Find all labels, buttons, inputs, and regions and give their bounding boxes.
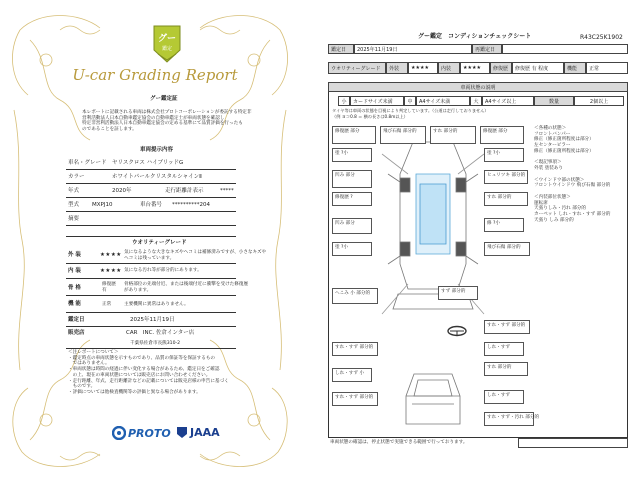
proto-logo: [112, 426, 171, 440]
badge-top-text: グー: [157, 34, 176, 44]
func-value-cell: 正常: [586, 62, 628, 74]
notes-title: ＜注レポートについて＞: [68, 350, 119, 355]
part-label: しれ・すず 小: [332, 368, 372, 382]
certificate-subtitle: グー鑑定証: [150, 96, 178, 102]
intro-line: のであることを証します。: [82, 127, 137, 133]
condition-note: フロントバンパー: [534, 131, 571, 137]
remarks-label: 摘要: [68, 216, 80, 222]
model-label: 型式: [68, 202, 80, 208]
legend-line-2: （例 ヨコ0.8 ＝ 横の長さは0.8m以上）: [332, 114, 408, 119]
condition-note: カーペット しれ・すれ・すず 部分的: [534, 212, 611, 218]
grade-section-title: ウオリティーグレード: [132, 240, 187, 246]
part-label: すれ 部分的: [484, 192, 528, 206]
report-title: U-car Grading Report: [72, 66, 238, 84]
exterior-stars: ★★★★: [100, 252, 122, 258]
condition-note: 修正（修正箇所程度は部分）: [534, 148, 594, 154]
reappraisal-value-cell: [502, 44, 628, 54]
date-value-cell: 2025年11月19日: [354, 44, 472, 54]
part-label: 修復歴 ?: [332, 192, 372, 206]
condition-note: ＜ウインドウ部の状態＞: [534, 177, 585, 183]
condition-note: 外装 塗装あり: [534, 166, 564, 172]
size-mid-desc: A4サイズ未満: [416, 96, 470, 106]
proto-mark-icon: [112, 426, 126, 440]
condition-note: 修正（修正箇所程度は部分）: [534, 137, 594, 143]
size-small-desc: カードサイズ未満: [350, 96, 404, 106]
function-text: 主要機関に異常はありません。: [124, 302, 189, 307]
part-label: すれ・すず 部分的: [332, 392, 378, 406]
part-label: すれ・すず 部分的: [332, 342, 378, 356]
condition-note: 天張り しみ 部分的: [534, 217, 574, 223]
chassis-value: **********204: [172, 202, 210, 208]
size-large-desc: A4サイズ以上: [482, 96, 534, 106]
note-line: ・鑑定時点の車両状態を示すものであり、品質の保証等を保証するもの: [68, 355, 216, 361]
jaaa-logo-text: JAAA: [190, 426, 220, 439]
part-label: しれ・すず: [484, 342, 524, 356]
jaaa-logo: [176, 426, 220, 439]
intro-text: [82, 110, 252, 133]
sheet-title: グー鑑定 コンディションチェックシート: [418, 33, 532, 40]
condition-notes: [534, 126, 624, 223]
year-label: 年式: [68, 188, 80, 194]
dealer-address: 千葉県佐倉市長熊310-2: [130, 341, 181, 346]
model-value: MXPJ10: [92, 202, 113, 208]
intro-line: 営利活動法人日本自動車鑑定協会の自動車鑑定士が車両状態を確認し: [82, 115, 225, 121]
part-label: すず 部分的: [438, 286, 478, 300]
interior-label: 内 装: [68, 268, 81, 274]
count-value: 2個以上: [574, 96, 624, 106]
condition-note: ＜現記事項＞: [534, 160, 562, 166]
grade-label: 車名・グレード: [68, 160, 107, 166]
chassis-label: 車台番号: [140, 202, 163, 208]
report-notes: [68, 350, 229, 396]
vehicle-section-title: 車両提示内容: [140, 147, 174, 153]
note-line: ・走行距離、年式、走行距離計などの記載については販売店様の申告に基づく: [68, 378, 229, 384]
condition-note: 運転席: [534, 200, 548, 206]
size-mid: 中: [404, 96, 416, 106]
condition-title: 車両状態の説明: [328, 82, 628, 92]
function-label: 機 能: [68, 301, 81, 307]
car-diagram: [378, 134, 488, 434]
intro-line: 特定非営利活動法人日本自動車鑑定協会の定める基準にて品質評価を行ったも: [82, 121, 243, 127]
ext-stars-cell: ★★★★: [408, 62, 438, 74]
appraisal-date: 2025年11月19日: [130, 317, 175, 323]
size-small: 小: [338, 96, 350, 106]
frame-repair: 修復歴 有: [102, 282, 116, 293]
condition-note: フロントウインドウ 飛び石傷 部分的: [534, 183, 611, 189]
year-value: 2020年: [112, 188, 132, 194]
legend-line-1: タイヤ等は車両の状態を目視により判定しています。（公道は走行しておりません）: [332, 108, 489, 113]
part-label: 凹み 部分: [332, 170, 372, 188]
condition-sheet: [318, 0, 640, 480]
count-label: 数量: [534, 96, 574, 106]
exterior-label: 外 装: [68, 252, 81, 258]
condition-note: ＜内装部位状態＞: [534, 194, 571, 200]
condition-note: 天張りしみ・汚れ 部分的: [534, 206, 586, 212]
size-large: 大: [470, 96, 482, 106]
proto-logo-text: PROTO: [128, 426, 171, 440]
part-label: すれ・すず・汚れ 部分的: [484, 412, 534, 426]
note-line: ・評価については他検査機関等の評価と異なる場合があります。: [68, 390, 201, 396]
condition-notes-title: ＜各種の状態＞: [534, 126, 567, 131]
part-label: へこみ 小 部分的: [332, 288, 378, 304]
part-label: 凹み 部分: [332, 218, 372, 234]
mileage-value: *****: [220, 188, 234, 194]
frame-text: 骨格部位の先端付近、または後端付近に衝撃を受けた修復歴 があります。: [124, 282, 249, 293]
mileage-label: 走行距離計表示: [165, 188, 204, 194]
part-label: 飛び石傷 部分的: [380, 126, 426, 144]
appraisal-date-label: 鑑定日: [68, 317, 85, 323]
int-stars-cell: ★★★★: [460, 62, 490, 74]
note-line: の上、現在の車両状態については販売店にお問い合わせください。: [68, 372, 211, 378]
interior-stars: ★★★★: [100, 268, 122, 274]
footer-sign-box: [518, 438, 628, 448]
interior-text: 気になる汚れ等が部分的にあります。: [124, 268, 202, 273]
repair-value-cell: 修復歴 有 程度: [512, 62, 564, 74]
certificate-panel: [0, 0, 300, 480]
part-label: しれ・すず: [484, 390, 524, 404]
report-id: R43C25K1902: [580, 34, 623, 41]
int-label-cell: 内装: [438, 62, 460, 74]
function-value: 正常: [102, 302, 112, 307]
note-line: ・車両状態は時間の経過に伴い変化する場合があるため、鑑定日をご確認: [68, 367, 220, 373]
part-label: 塗 ?小: [332, 242, 372, 256]
sheet-footer-note: 車両状態の確認は、停止状態で実施できる範囲で行っております。: [330, 440, 468, 445]
quality-label-cell: ウオリティーグレード: [328, 62, 386, 74]
note-line: ではありません。: [68, 361, 110, 367]
grade-value: ヤリスクロス ハイブリッドG: [112, 160, 184, 166]
condition-note: 左センターピラー: [534, 143, 571, 149]
reappraisal-label-cell: 再鑑定日: [472, 44, 502, 54]
badge-bottom-text: 鑑定: [161, 46, 172, 52]
goo-badge: [152, 24, 182, 64]
part-label: 修 ?小: [484, 218, 524, 232]
part-label: 塗 ?小: [484, 148, 524, 162]
part-label: 修復歴 部分: [480, 126, 524, 144]
part-label: 飛び石傷 部分的: [484, 242, 530, 256]
badge-shield-icon: [152, 24, 182, 64]
func-label-cell: 機能: [564, 62, 586, 74]
date-label-cell: 鑑定日: [328, 44, 354, 54]
part-label: すれ・すず 部分的: [484, 320, 530, 334]
note-line: ものです。: [68, 384, 96, 390]
jaaa-mark-icon: [176, 426, 188, 439]
part-label: 塗 ?小: [332, 148, 372, 162]
color-value: ホワイトパールクリスタルシャインⅡ: [112, 174, 202, 180]
ext-label-cell: 外装: [386, 62, 408, 74]
repair-label-cell: 修復歴: [490, 62, 512, 74]
part-label: ヒュリツキ 部分的: [484, 170, 528, 184]
steering-wheel-icon: [446, 325, 468, 337]
part-label: 修復歴 部分: [332, 126, 376, 144]
part-label: すれ 部分的: [484, 362, 528, 376]
dealer-name: CAR INC. 佐倉インター店: [126, 330, 195, 336]
part-label: すれ 部分的: [430, 126, 476, 144]
frame-label: 骨 格: [68, 285, 81, 291]
color-label: カラー: [68, 174, 85, 180]
intro-line: 本レポートに記載される車両は株式会社プロトコーポレーションが委託する特定非: [82, 110, 252, 115]
exterior-text: 気になるような大きなキズやヘコミは補修済みですが、小さなキズや ヘコミは残っています。: [124, 250, 267, 261]
dealer-label: 販売店: [68, 330, 85, 336]
